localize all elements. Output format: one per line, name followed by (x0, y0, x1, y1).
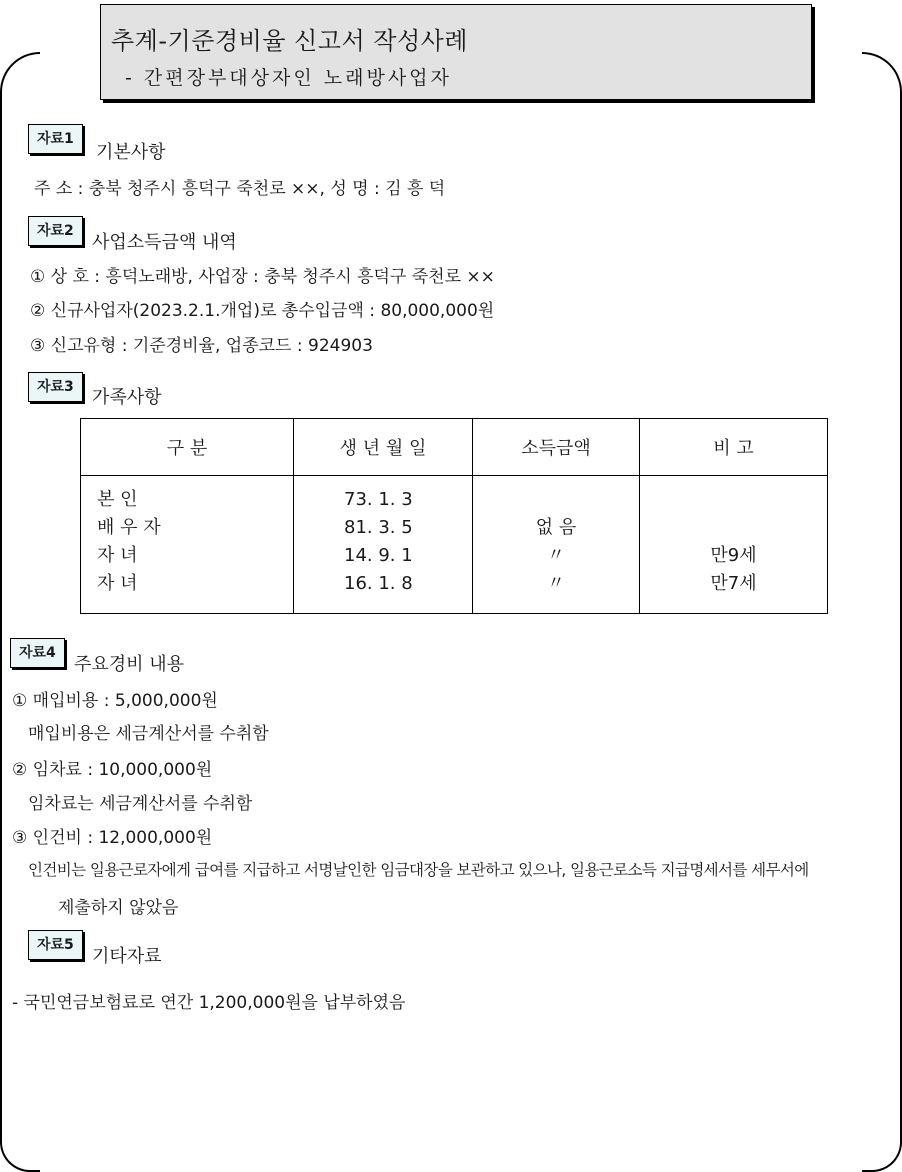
table-cell: 없 음 (535, 517, 577, 538)
page-title: 추계-기준경비율 신고서 작성사례 (111, 27, 468, 55)
col-header-income: 소득금액 (473, 419, 640, 476)
section4-line: 임차료는 세금계산서를 수취함 (28, 794, 253, 814)
col-category (81, 476, 294, 614)
section3-heading: 가족사항 (92, 387, 162, 408)
col-header-category: 구 분 (81, 419, 294, 476)
section1-heading: 기본사항 (96, 142, 166, 163)
col-birthdate (294, 476, 473, 614)
section4-line: 매입비용은 세금계산서를 수취함 (28, 724, 269, 744)
section4-tag: 자료4 (10, 638, 65, 668)
section2-item: ③ 신고유형 : 기준경비율, 업종코드 : 924903 (30, 336, 373, 356)
page-subtitle: - 간편장부대상자인 노래방사업자 (125, 67, 452, 89)
table-cell: 배 우 자 (97, 517, 161, 538)
section2-heading: 사업소득금액 내역 (92, 232, 237, 253)
title-box (100, 4, 812, 100)
table-cell: 만9세 (710, 545, 757, 566)
col-remarks (640, 476, 828, 614)
table-cell: 만7세 (710, 573, 757, 594)
family-table (80, 418, 828, 614)
table-cell (474, 486, 638, 514)
table-header-row (81, 419, 828, 476)
col-header-remarks: 비 고 (640, 419, 828, 476)
section5-line: - 국민연금보험료로 연간 1,200,000원을 납부하였음 (12, 993, 406, 1013)
section5-tag: 자료5 (28, 930, 83, 960)
section4-line: 제출하지 않았음 (58, 898, 179, 918)
table-body-row (81, 476, 828, 614)
col-header-birthdate: 생 년 월 일 (294, 419, 473, 476)
section2-tag: 자료2 (28, 216, 83, 246)
table-cell (641, 486, 826, 514)
col-income (473, 476, 640, 614)
section5-heading: 기타자료 (92, 946, 162, 967)
section4-line: ③ 인건비 : 12,000,000원 (12, 828, 213, 848)
table-cell: 〃 (547, 573, 565, 594)
table-cell: 73. 1. 3 (344, 489, 413, 510)
section2-item: ② 신규사업자(2023.2.1.개업)로 총수입금액 : 80,000,000원 (30, 301, 495, 321)
table-cell: 본 인 (97, 489, 138, 510)
section1-tag: 자료1 (28, 124, 83, 154)
table-cell: 14. 9. 1 (344, 545, 413, 566)
table-cell: 자 녀 (97, 545, 138, 566)
table-cell: 〃 (547, 545, 565, 566)
section3-tag: 자료3 (28, 372, 83, 402)
table-cell (641, 514, 826, 542)
section4-heading: 주요경비 내용 (74, 654, 185, 675)
section4-line: ① 매입비용 : 5,000,000원 (12, 691, 218, 711)
frame-right-border (862, 52, 902, 1172)
table-cell: 81. 3. 5 (344, 517, 413, 538)
section4-line: ② 임차료 : 10,000,000원 (12, 760, 213, 780)
section4-line: 인건비는 일용근로자에게 급여를 지급하고 서명날인한 임금대장을 보관하고 있으나, 일용근로소득 지급명세서를 세무서에 (28, 861, 809, 879)
section2-item: ① 상 호 : 흥덕노래방, 사업장 : 충북 청주시 흥덕구 죽천로 ×× (30, 267, 495, 287)
table-cell: 자 녀 (97, 573, 138, 594)
table-cell: 16. 1. 8 (344, 573, 413, 594)
section1-line: 주 소 : 충북 청주시 흥덕구 죽천로 ××, 성 명 : 김 흥 덕 (34, 179, 446, 199)
